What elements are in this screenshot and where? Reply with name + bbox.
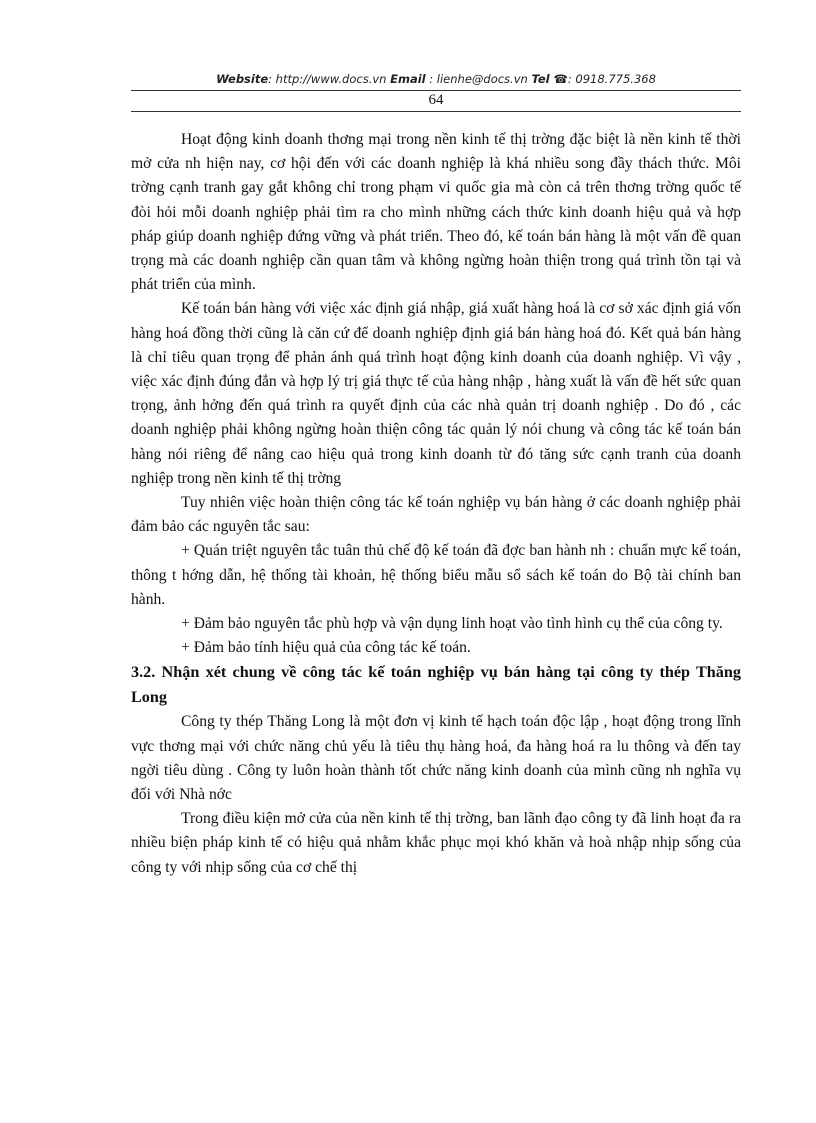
page-number-divider [131, 111, 741, 112]
paragraph-2: Kế toán bán hàng với việc xác định giá nhập, giá xuất hàng hoá là cơ sở xác định giá vốn hàng hoá đồng thời cũng là căn cứ để doanh nghiệp định giá bán hàng hoá đó. Kết quả bán hàng là chỉ tiêu quan trọng để phản ánh quá trình hoạt động kinh doanh của doanh nghiệp. Vì vậy , việc xác định đúng đắn và hợp lý trị giá thực tế của hàng nhập , hàng xuất là vấn đề hết sức quan trọng, ảnh hởng đến quá trình ra quyết định của các nhà quản trị doanh nghiệp . Do đó , các doanh nghiệp phải không ngừng hoàn thiện công tác quản lý nói chung và công tác kế toán bán hàng nói riêng để nâng cao hiệu quả trong kinh doanh từ đó tăng sức cạnh tranh của doanh nghiệp trong nền kinh tế thị trờng [131, 300, 741, 487]
paragraph-7: Công ty thép Thăng Long là một đơn vị kinh tế hạch toán độc lập , hoạt động trong lĩnh vực thơng mại với chức năng chủ yếu là tiêu thụ hàng hoá, đa hàng hoá ra lu thông và đến tay ngời tiêu dùng . Công ty luôn hoàn thành tốt chức năng kinh doanh của mình cũng nh nghĩa vụ đối với Nhà nớc [131, 713, 741, 804]
paragraph-4: + Quán triệt nguyên tắc tuân thủ chế độ kế toán đã đợc ban hành nh : chuẩn mực kế toán, thông t hớng dẫn, hệ thống tài khoản, hệ thống biểu mẫu sổ sách kế toán do Bộ tài chính ban hành. [131, 542, 741, 608]
website-value[interactable]: : http://www.docs.vn [268, 72, 391, 86]
page-header [131, 72, 741, 86]
tel-value: : 0918.775.368 [567, 72, 656, 86]
email-label: Email [390, 72, 426, 86]
paragraph-1: Hoạt động kinh doanh thơng mại trong nền kinh tế thị trờng đặc biệt là nền kinh tế thời mở cửa nh hiện nay, cơ hội đến với các doanh nghiệp là khá nhiều song đầy thách thức. Môi trờng cạnh tranh gay gắt không chỉ trong phạm vi quốc gia mà còn cả trên thơng trờng quốc tế đòi hỏi mỗi doanh nghiệp phải tìm ra cho mình những cách thức kinh doanh hiệu quả và hợp pháp giúp doanh nghiệp đứng vững và phát triển. Theo đó, kế toán bán hàng là một vấn đề quan trọng mà các doanh nghiệp cần quan tâm và không ngừng hoàn thiện trong quá trình tồn tại và phát triển của mình. [131, 131, 741, 294]
paragraph-3: Tuy nhiên việc hoàn thiện công tác kế toán nghiệp vụ bán hàng ở các doanh nghiệp phải đảm bảo các nguyên tắc sau: [131, 494, 741, 536]
header-divider [131, 90, 741, 91]
website-label: Website [216, 72, 269, 86]
email-value[interactable]: : lienhe@docs.vn [425, 72, 532, 86]
paragraph-5: + Đảm bảo nguyên tắc phù hợp và vận dụng linh hoạt vào tình hình cụ thể của công ty. [181, 615, 723, 633]
section-heading: 3.2. Nhận xét chung về công tác kế toán nghiệp vụ bán hàng tại công ty thép Thăng Long [131, 663, 741, 707]
tel-label: Tel ☎ [531, 72, 568, 86]
paragraph-6: + Đảm bảo tính hiệu quả của công tác kế toán. [181, 639, 471, 657]
page-number: 64 [428, 92, 444, 108]
document-body [131, 128, 741, 880]
paragraph-8: Trong điều kiện mở cửa của nền kinh tế thị trờng, ban lãnh đạo công ty đã linh hoạt đa ra nhiều biện pháp kinh tế có hiệu quả nhằm khắc phục mọi khó khăn và hoà nhập nhịp sống của công ty với nhịp sống của cơ chế thị [131, 810, 741, 876]
